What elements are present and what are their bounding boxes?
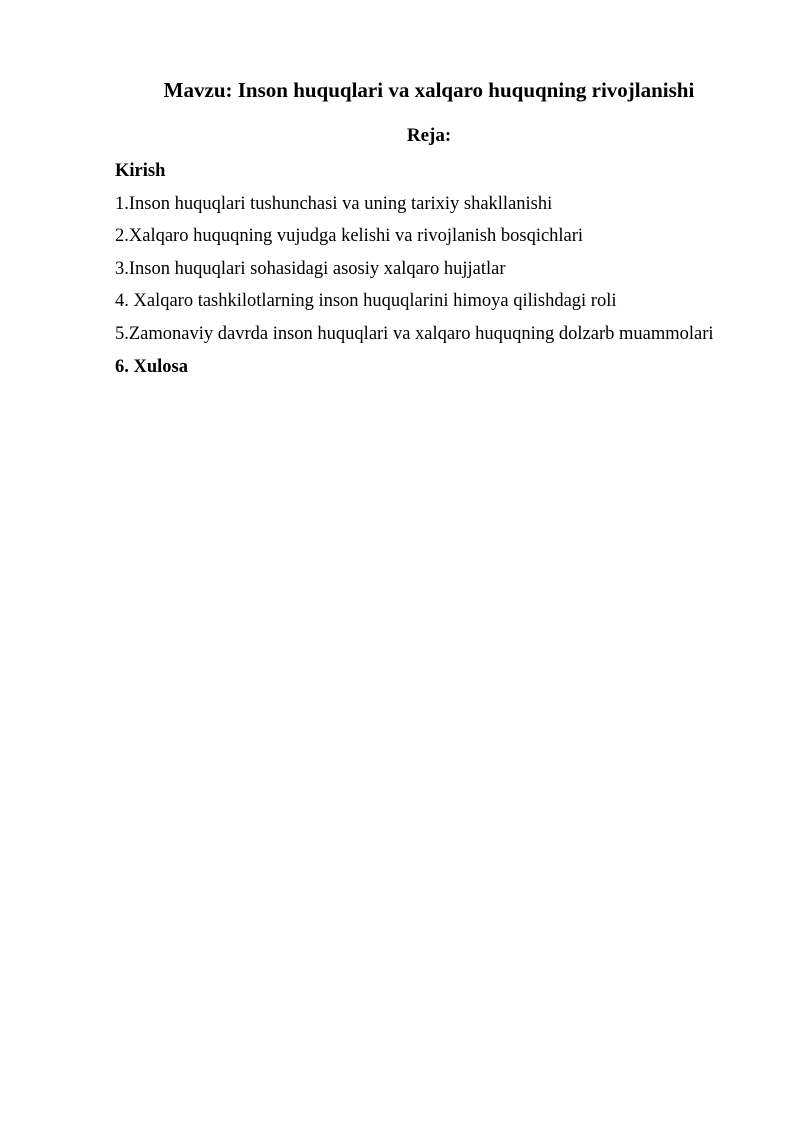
document-title: Mavzu: Inson huquqlari va xalqaro huquqning rivojlanishi bbox=[163, 78, 695, 102]
plan-heading: Reja: bbox=[406, 125, 452, 146]
outline-item-1: 1.Inson huquqlari tushunchasi va uning tarixiy shakllanishi bbox=[115, 193, 553, 214]
outline-item-5: 5.Zamonaviy davrda inson huquqlari va xalqaro huquqning dolzarb muammolari bbox=[115, 323, 714, 344]
outline-item-introduction: Kirish bbox=[115, 161, 166, 181]
outline-item-conclusion: 6. Xulosa bbox=[115, 356, 188, 377]
outline-item-2: 2.Xalqaro huquqning vujudga kelishi va rivojlanish bosqichlari bbox=[115, 226, 584, 247]
outline-item-4: 4. Xalqaro tashkilotlarning inson huquqlarini himoya qilishdagi roli bbox=[115, 291, 617, 312]
outline-item-3: 3.Inson huquqlari sohasidagi asosiy xalqaro hujjatlar bbox=[115, 258, 506, 279]
plan-outline bbox=[115, 155, 714, 383]
